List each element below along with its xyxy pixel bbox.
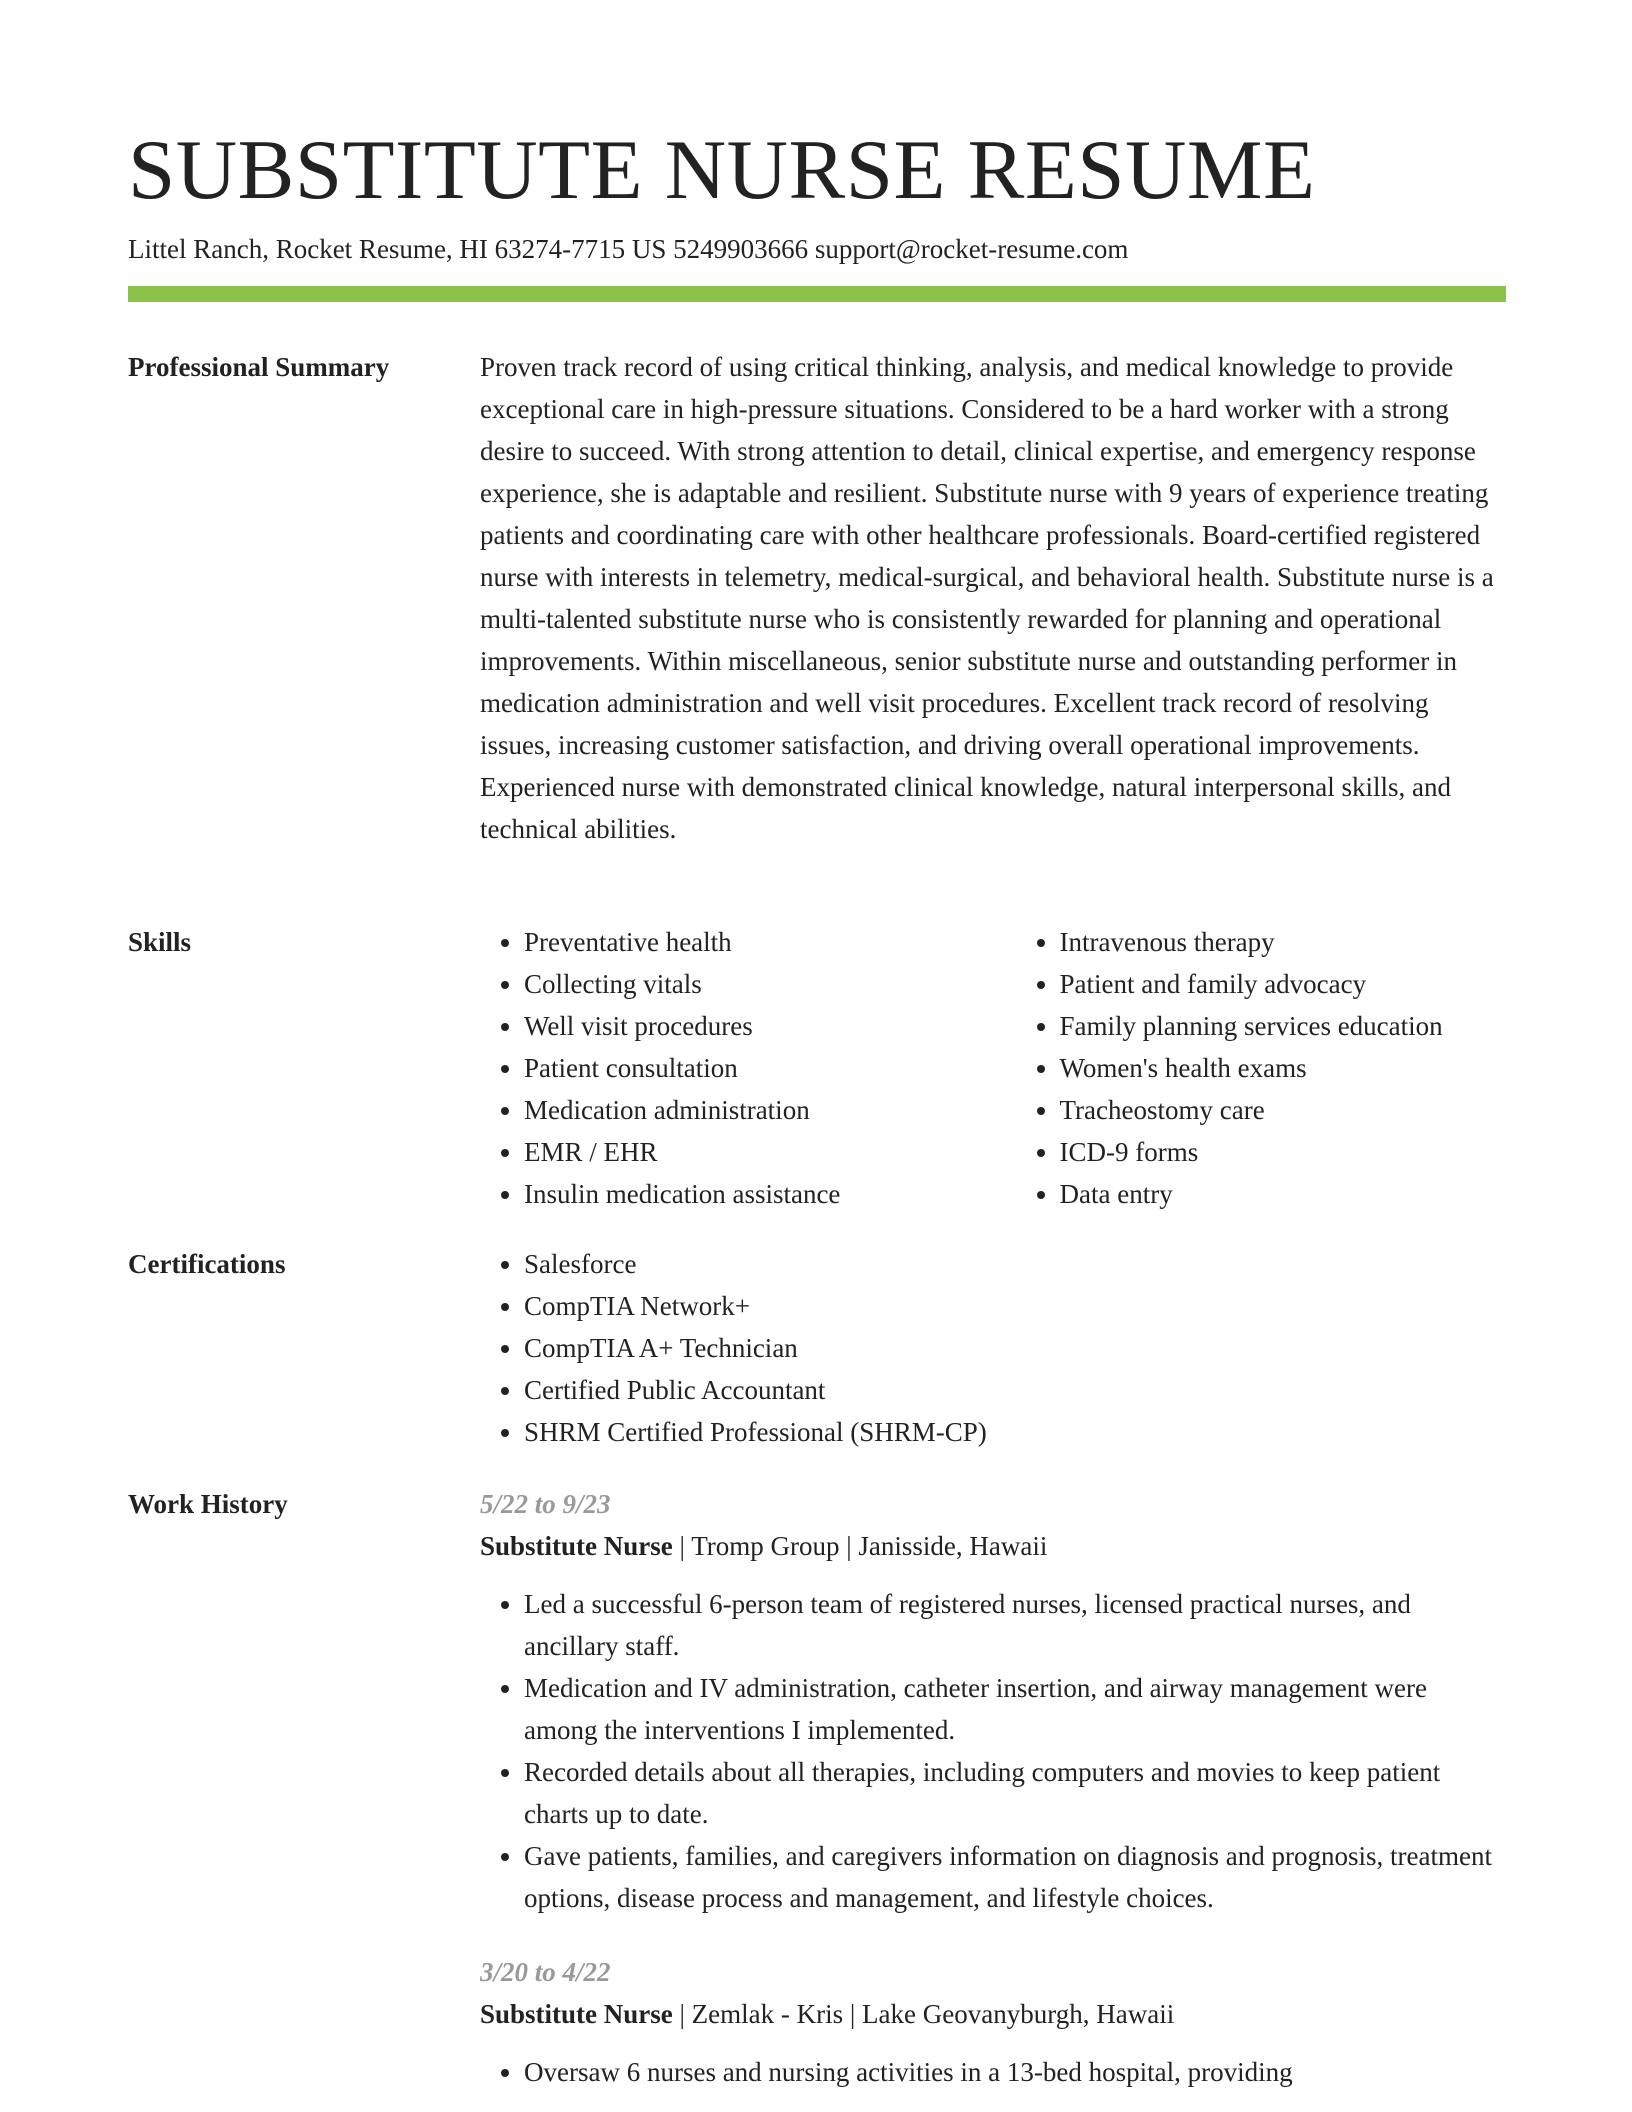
skill-item: • EMR / EHR <box>524 1131 971 1173</box>
contact-line: Littel Ranch, Rocket Resume, HI 63274-7715 US 5249903666 support@rocket-resume.com <box>128 234 1129 264</box>
summary-text: Proven track record of using critical thinking, analysis, and medical knowledge to provide exceptional care in high-pressure situations. Considered to be a hard worker with a strong desire to succeed. With strong attention to detail, clinical expertise, and emergency response experience, she is adaptable and resilient. Substitute nurse with 9 years of experience treating patients and coordinating care with other healthcare professionals. Board-certified registered nurse with interests in telemetry, medical-surgical, and behavioral health. Substitute nurse is a multi-talented substitute nurse who is consistently rewarded for planning and operational improvements. Within miscellaneous, senior substitute nurse and outstanding performer in medication administration and well visit procedures. Excellent track record of resolving issues, increasing customer satisfaction, and driving overall operational improvements. Experienced nurse with demonstrated clinical knowledge, natural interpersonal skills, and technical abilities. <box>480 352 1494 844</box>
skill-item: • Patient and family advocacy <box>1060 963 1507 1005</box>
skill-item: • Family planning services education <box>1060 1005 1507 1047</box>
skills-body <box>480 921 1506 1215</box>
job-employer-location: | Zemlak - Kris | Lake Geovanyburgh, Hawaii <box>672 1999 1175 2029</box>
job-title: Substitute Nurse <box>480 1999 673 2029</box>
skill-item: • Patient consultation <box>524 1047 971 1089</box>
certifications-heading: Certifications <box>128 1249 286 1279</box>
resume-title: SUBSTITUTE NURSE RESUME <box>128 123 1316 217</box>
job-header <box>480 1993 1506 2035</box>
work-history-body <box>480 1483 1506 2093</box>
skill-item: • ICD-9 forms <box>1060 1131 1507 1173</box>
certification-item: • SHRM Certified Professional (SHRM-CP) <box>524 1411 1506 1453</box>
job-entry <box>480 1951 1506 2093</box>
certification-item: • Certified Public Accountant <box>524 1369 1506 1411</box>
summary-body <box>480 346 1506 850</box>
job-dates: 3/20 to 4/22 <box>480 1957 611 1987</box>
skill-item: • Collecting vitals <box>524 963 971 1005</box>
job-bullet: • Recorded details about all therapies, including computers and movies to keep patient charts up to date. <box>524 1751 1506 1835</box>
certification-item: • CompTIA A+ Technician <box>524 1327 1506 1369</box>
job-bullet: • Medication and IV administration, catheter insertion, and airway management were among the interventions I implemented. <box>524 1667 1506 1751</box>
job-bullets <box>480 2051 1506 2093</box>
job-dates: 5/22 to 9/23 <box>480 1489 611 1519</box>
job-employer-location: | Tromp Group | Janisside, Hawaii <box>672 1531 1048 1561</box>
certification-item: • CompTIA Network+ <box>524 1285 1506 1327</box>
skill-item: • Data entry <box>1060 1173 1507 1215</box>
skill-item: • Insulin medication assistance <box>524 1173 971 1215</box>
summary-heading: Professional Summary <box>128 352 390 382</box>
skill-item: • Preventative health <box>524 921 971 963</box>
skills-heading: Skills <box>128 927 192 957</box>
certifications-list <box>480 1243 1506 1453</box>
job-header <box>480 1525 1506 1567</box>
job-bullet: • Led a successful 6-person team of registered nurses, licensed practical nurses, and ancillary staff. <box>524 1583 1506 1667</box>
skills-list-left <box>480 921 971 1215</box>
skill-item: • Tracheostomy care <box>1060 1089 1507 1131</box>
work-history-heading: Work History <box>128 1489 288 1519</box>
skill-item: • Well visit procedures <box>524 1005 971 1047</box>
job-bullet: • Oversaw 6 nurses and nursing activities in a 13-bed hospital, providing <box>524 2051 1506 2093</box>
skill-item: • Intravenous therapy <box>1060 921 1507 963</box>
header-divider <box>128 286 1506 302</box>
skill-item: • Women's health exams <box>1060 1047 1507 1089</box>
skill-item: • Medication administration <box>524 1089 971 1131</box>
job-entry <box>480 1483 1506 1919</box>
certification-item: • Salesforce <box>524 1243 1506 1285</box>
job-bullets <box>480 1583 1506 1919</box>
skills-list-right <box>1016 921 1507 1215</box>
job-bullet: • Gave patients, families, and caregivers information on diagnosis and prognosis, treatment options, disease process and management, and lifestyle choices. <box>524 1835 1506 1919</box>
job-title: Substitute Nurse <box>480 1531 673 1561</box>
certifications-body <box>480 1243 1506 1453</box>
